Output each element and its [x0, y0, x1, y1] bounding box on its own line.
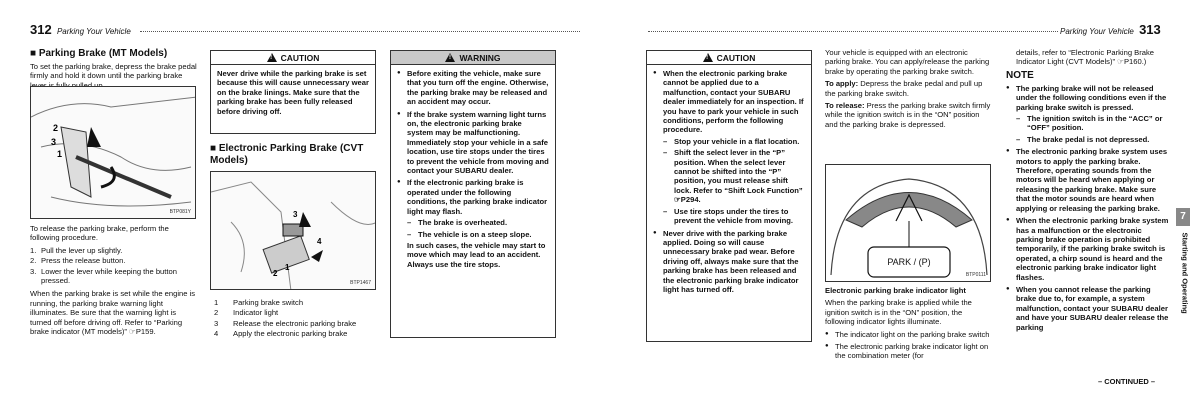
list-item: – Use tire stops under the tires to prevent the vehicle from moving. — [663, 207, 805, 226]
mt-intro: To set the parking brake, depress the brake pedal firmly and hold it down until the parking brake — [30, 62, 197, 81]
apply-release-section — [825, 48, 993, 132]
legend-item: 2 Indicator light — [214, 308, 279, 318]
left-header-rule — [140, 31, 580, 32]
mt-warning-light-text: When the parking brake is set while the engine is running, the parking brake warning light illuminates. Be sure that the warning light is turned off before driving off. Refer to “Parking brake indicator (MT models)” ☞P159. — [30, 289, 196, 337]
list-item: ● The parking brake will not be released under the following conditions even if the parking brake switch is pressed. – The ignition switch is in the “ACC” or “OFF” position. – The brake pedal is not depressed. — [1006, 84, 1170, 144]
mt-release-intro: To release the parking brake, perform the following procedure. — [30, 224, 169, 243]
legend-item: 4 Apply the electronic parking brake — [214, 329, 348, 339]
indicator-image-code: BTP0111 — [965, 272, 986, 278]
svg-text:1: 1 — [285, 263, 290, 272]
mt-image-code: BTP081Y — [169, 209, 191, 215]
list-item: ● If the electronic parking brake is operated under the following conditions, the parking brake indicator light may flash. – The brake is overheated. – The vehicle is on a steep slope. In such cases, the vehicle may start to move which may lead to an accident. Always use the tire stops. — [397, 178, 549, 269]
list-item: – The brake pedal is not depressed. — [1016, 135, 1170, 144]
warning-header: ! WARNING — [391, 51, 555, 65]
list-item: ● Before exiting the vehicle, make sure that you turn off the engine. Otherwise, the parking brake may be released and an accident may occur. — [397, 69, 549, 107]
park-indicator-text: PARK / (P) — [887, 257, 931, 267]
svg-text:2: 2 — [53, 123, 59, 133]
indicator-section — [825, 286, 993, 364]
list-item: ● The electronic parking brake system uses motors to apply the parking brake. Therefore, operating sounds from the motors will be heard when applying or releasing the parking brake. Make sure that the motor sounds are heard when applying or releasing the parking brake. — [1006, 147, 1170, 213]
list-item: ● Never drive with the parking brake applied. Doing so will cause unnecessary brake pad wear. Before driving off, always make sure that the parking brake has been released and the electronic parking brake indicator light has turned off. — [653, 229, 805, 295]
warning-triangle-icon — [267, 53, 277, 62]
apply-instruction: To apply: Depress the brake pedal and pull up the parking brake switch. — [825, 79, 983, 98]
left-page-number: 312 — [30, 22, 52, 37]
list-item: – The brake is overheated. — [407, 218, 549, 227]
cvt-section — [210, 143, 376, 169]
right-page-title: Parking Your Vehicle — [1060, 27, 1134, 36]
list-item: – Stop your vehicle in a flat location. — [663, 137, 805, 146]
right-page-header — [1060, 22, 1161, 37]
list-item: 1. Pull the lever up slightly. — [30, 245, 123, 255]
svg-text:2: 2 — [273, 269, 278, 278]
svg-text:4: 4 — [317, 237, 322, 246]
chapter-side-label: Starting and Operating — [1180, 232, 1190, 314]
mt-lever-illustration — [30, 86, 196, 219]
right-header-rule — [648, 31, 1058, 32]
svg-text:1: 1 — [57, 149, 63, 159]
note-section — [1006, 48, 1170, 335]
list-item: – The ignition switch is in the “ACC” or “OFF” position. — [1016, 114, 1170, 133]
mt-release-section — [30, 224, 198, 339]
list-item: 2. Press the release button. — [30, 256, 126, 266]
list-item: – The vehicle is on a steep slope. — [407, 230, 549, 239]
warning-closing: In such cases, the vehicle may start to move which may lead to an accident. Always use the tire stops. — [407, 240, 546, 269]
warning-triangle-icon — [703, 53, 713, 62]
caution-box-never-drive — [210, 50, 376, 134]
list-item: ● If the brake system warning light turns on, the electronic parking brake system may be malfunctioning. Immediately stop your vehicle in a safe location, use tire stops under the tires to prevent the vehicle from moving and contact your SUBARU dealer. — [397, 110, 549, 176]
indicator-caption: Electronic parking brake indicator light — [825, 286, 966, 295]
list-item: ● When the electronic parking brake cannot be applied due to a malfunction, contact your SUBARU dealer immediately for an inspection. If you have to park your vehicle in such conditions, perform the following procedure. – Stop your vehicle in a flat location. – Shift the select lever in the “P” position. When the select lever cannot be shifted into the “P” position, you must release shift lock. Refer to “Shift Lock Function” ☞P294. – Use tire stops under the tires to prevent the vehicle from moving. — [653, 69, 805, 226]
indicator-after-text: When the parking brake is applied while the ignition switch is in the “ON” position, the following indicator lights illuminate. — [825, 298, 972, 327]
warning-triangle-icon — [445, 53, 455, 62]
list-item: 3. Lower the lever while keeping the button pressed. — [30, 266, 177, 286]
note-title: NOTE — [1006, 69, 1034, 81]
list-item: ● The indicator light on the parking brake switch — [825, 330, 993, 339]
list-item: ● The electronic parking brake indicator light on the combination meter (for — [825, 342, 993, 361]
chapter-tab: 7 — [1176, 208, 1190, 226]
caution-header: ! CAUTION — [647, 51, 811, 65]
caution-text: Never drive while the parking brake is set because this will cause unnecessary wear on the brake linings. Make sure that the parking brake has been fully released before driving off. — [217, 69, 369, 116]
parking-lever-drawing — [31, 87, 196, 219]
svg-text:3: 3 — [51, 137, 57, 147]
console-switch-drawing — [211, 172, 376, 290]
indicator-illustration — [825, 164, 991, 282]
release-instruction: To release: Press the parking brake switch firmly while the ignition switch is in the “ON” position and the parking brake is depressed. — [825, 101, 991, 129]
left-page-header — [30, 22, 131, 37]
legend-item: 1 Parking brake switch — [214, 298, 304, 307]
cvt-image-code: BTP1467 — [350, 280, 371, 286]
caution-body — [647, 65, 811, 301]
cvt-heading: ■ Electronic Parking Brake (CVT Models) — [210, 143, 364, 166]
mt-release-steps — [30, 246, 198, 286]
list-item: – Shift the select lever in the “P” position. When the select lever cannot be shifted into the “P” position, you must release shift lock. Refer to “Shift Lock Function” ☞P294. — [663, 148, 805, 204]
continued-details: details, refer to “Electronic Parking Brake Indicator Light (CVT Models)” ☞P160.) — [1016, 48, 1155, 67]
warning-body — [391, 65, 555, 276]
caution-box-malfunction — [646, 50, 812, 342]
epb-intro: Your vehicle is equipped with an electronic parking brake. You can apply/release the parking brake by operating the parking brake switch. — [825, 48, 990, 76]
mt-heading: ■ Parking Brake (MT Models) — [30, 48, 168, 59]
warning-box — [390, 50, 556, 338]
list-item: ● When you cannot release the parking brake due to, for example, a system malfunction, contact your SUBARU dealer and have your SUBARU dealer release the parking — [1006, 285, 1170, 332]
caution-header: ! CAUTION — [211, 51, 375, 65]
right-page-number: 313 — [1139, 22, 1161, 37]
list-item: ● When the electronic parking brake system has a malfunction or the electronic parking brake operation is prohibited temporarily, if the parking brake switch is operated, a chirp sound is heard and the electronic parking brake indicator light flashes. — [1006, 216, 1170, 282]
legend-item: 3 Release the electronic parking brake — [214, 318, 357, 328]
cvt-switch-illustration — [210, 171, 376, 290]
cvt-legend — [214, 298, 380, 340]
left-page-title: Parking Your Vehicle — [56, 27, 131, 36]
continued-label: – CONTINUED – — [1098, 377, 1156, 386]
svg-text:3: 3 — [293, 210, 298, 219]
